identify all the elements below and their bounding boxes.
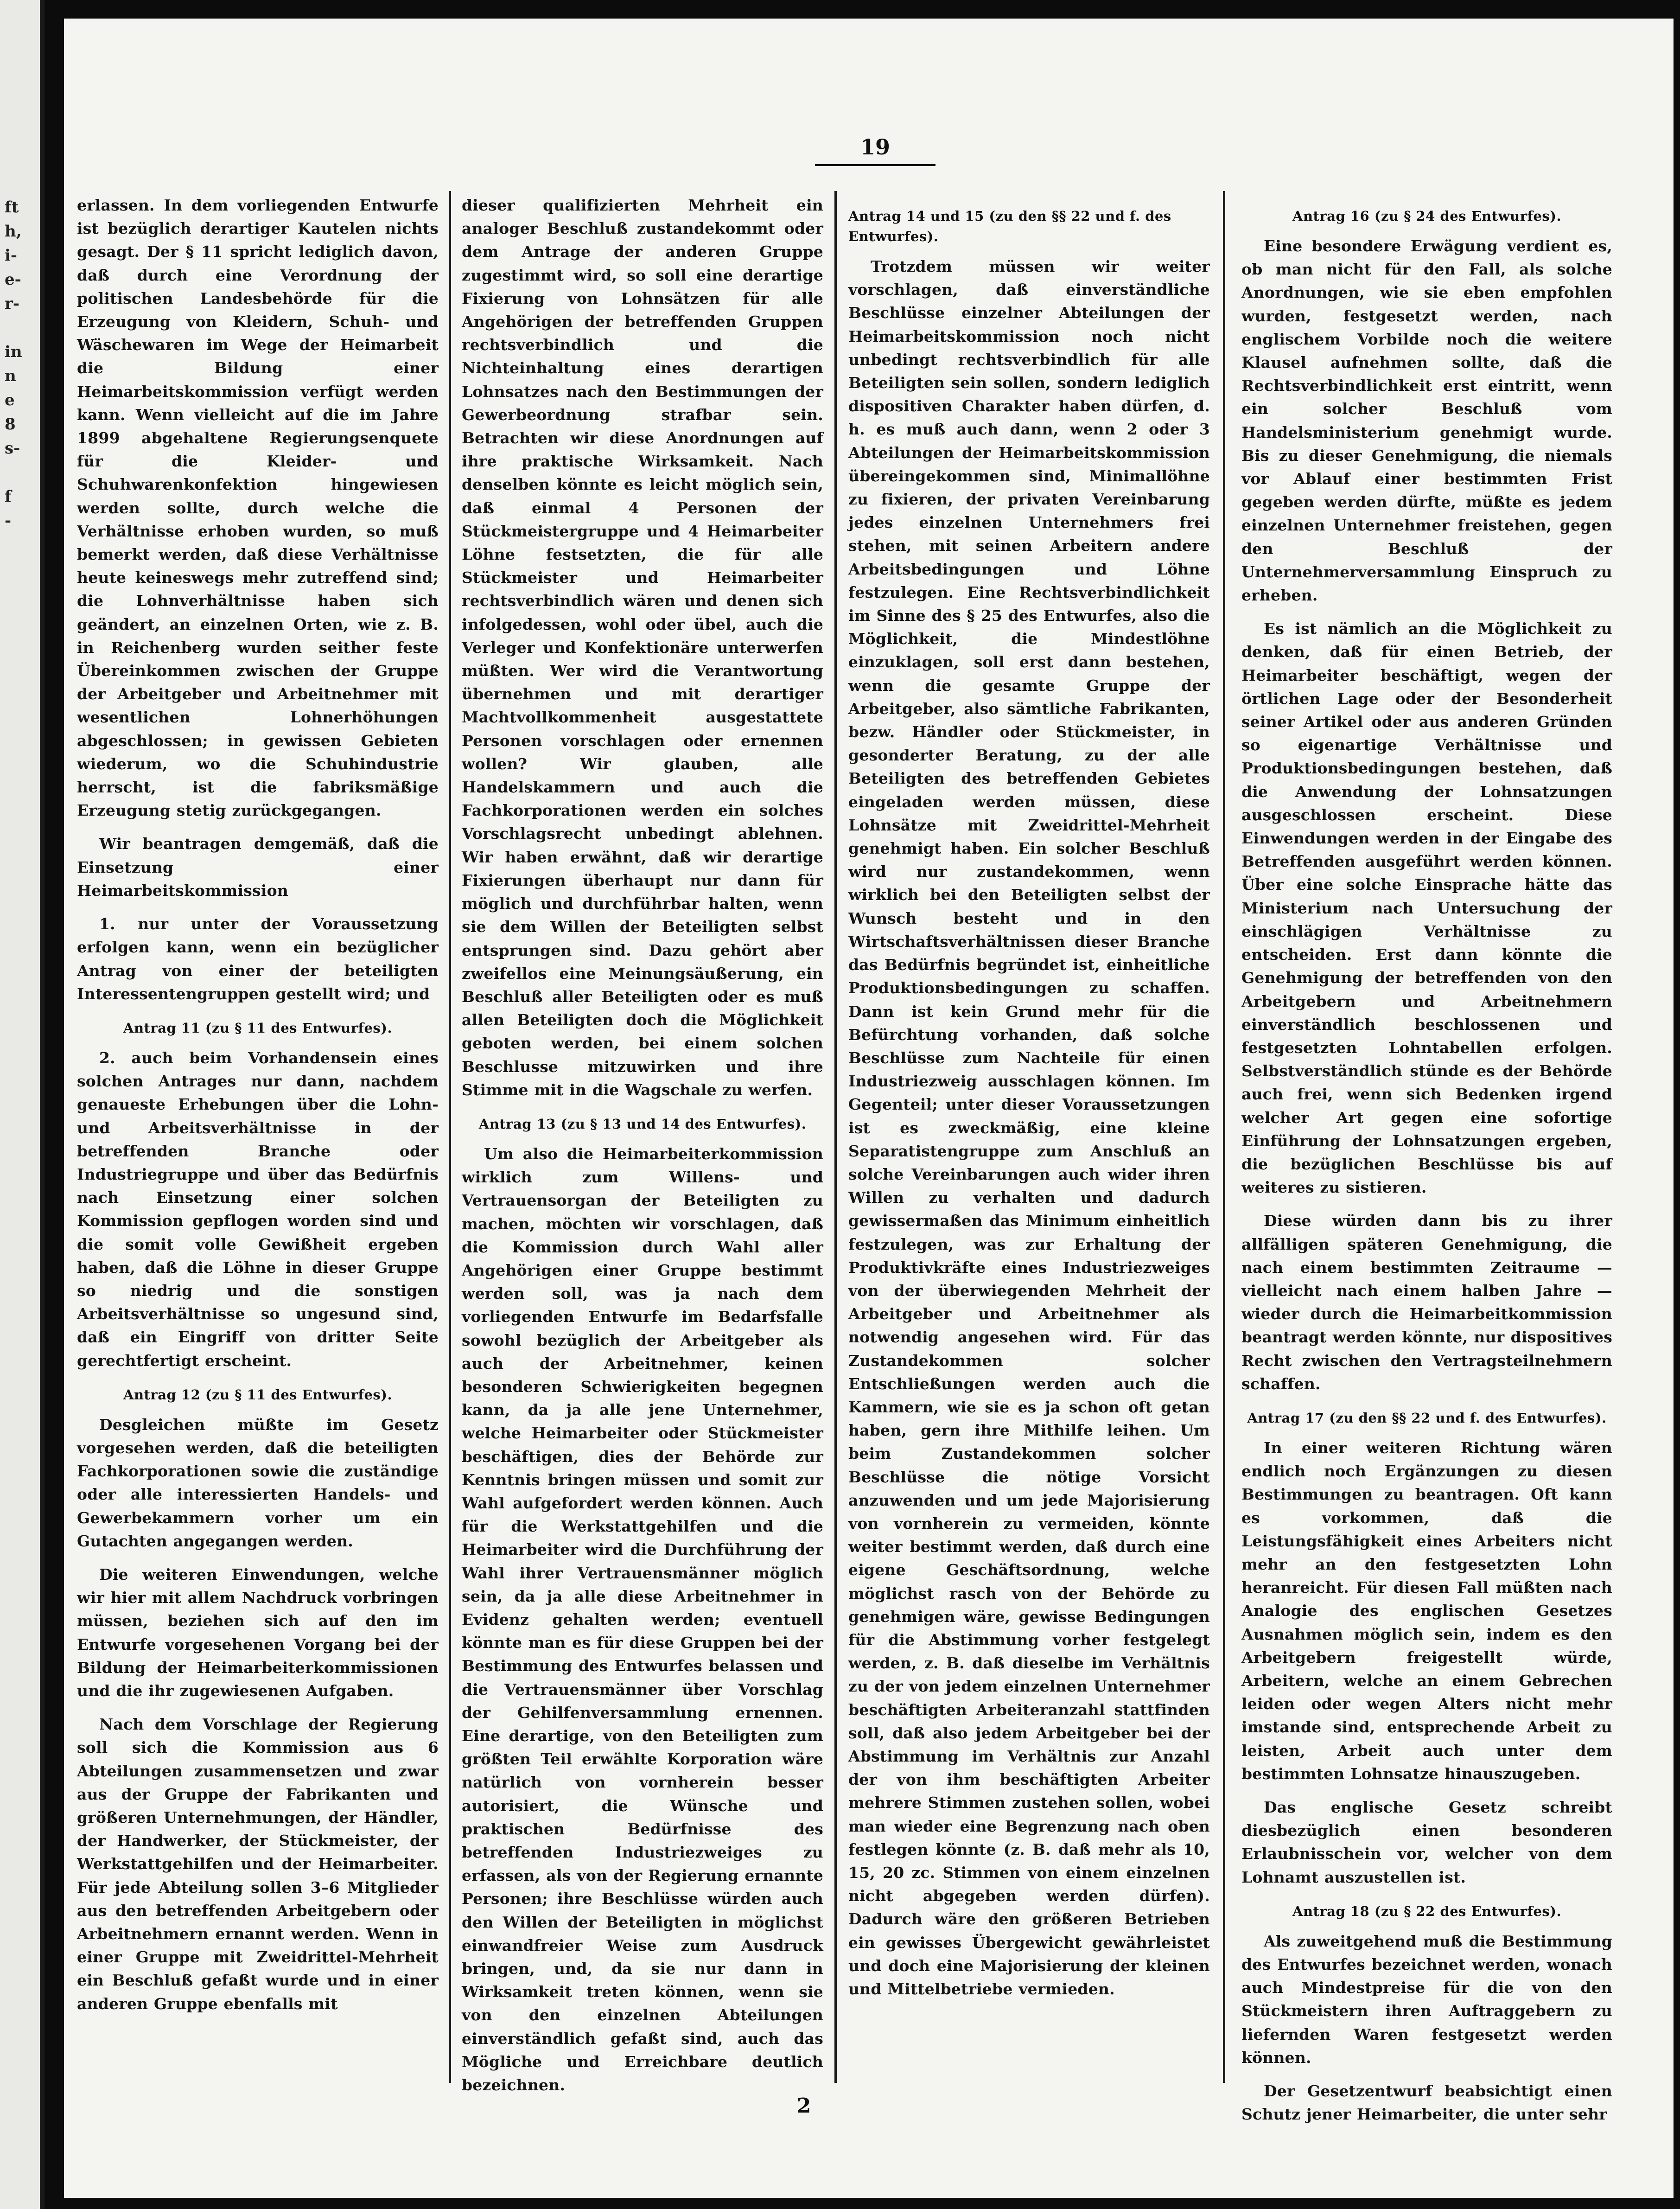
motion-heading: Antrag 18 (zu § 22 des Entwurfes). <box>1292 1903 1562 1919</box>
paragraph: dieser qualifizierten Mehrheit ein analoger Beschluß zustandekommt oder dem Antrage der anderen Gruppe zugestimmt wird, so soll eine derartige Fixierung von Lohnsätzen für alle Angehörigen der betreffenden Gruppen rechtsverbindlich und die Nichteinhaltung eines derartigen Lohnsatzes nach den Bestimmungen der Gewerbeordnung strafbar sein. Betrachten wir diese Anordnungen auf ihre praktische Wirksamkeit. Nach denselben könnte es leicht möglich sein, daß einmal 4 Personen der Stückmeistergruppe und 4 Heimarbeiter Löhne festsetzten, die für alle Stückmeister und Heimarbeiter rechtsverbindlich wären und denen sich infolgedessen, wohl oder übel, auch die Verleger und Konfektionäre unterwerfen müßten. Wer wird die Verantwortung übernehmen und mit derartiger Machtvollkommenheit ausgestattete Personen vorschlagen oder ernennen wollen? Wir glauben, alle Handelskammern und auch die Fachkorporationen werden ein solches Vorschlagsrecht unbedingt ablehnen. Wir haben erwähnt, daß wir derartige Fixierungen überhaupt nur dann für möglich und durchführbar halten, wenn sie dem Willen der Beteiligten selbst entsprungen sind. Dazu gehört aber zweifellos eine Meinungsäußerung, ein Beschluß aller Beteiligten oder es muß allen Beteiligten doch die Möglichkeit geboten werden, bei einem solchen Beschlusse mitzuwirken und ihre Stimme mit in die Wagschale zu werfen. <box>462 196 823 1099</box>
left-fragment-text: 8 <box>5 415 16 434</box>
text-column-1 <box>77 194 439 2067</box>
text-column-3 <box>848 194 1210 2067</box>
paragraph: Trotzdem müssen wir weiter vorschlagen, daß einverständliche Beschlüsse einzelner Abteilungen der Heimarbeitskommission noch nicht unbedingt rechtsverbindlich für alle Beteiligten sein sollen, sondern lediglich dispositiven Charakter haben dürfen, d. h. es muß auch dann, wenn 2 oder 3 Abteilungen der Heimarbeitskommission übereingekommen sind, Minimallöhne zu fixieren, der privaten Vereinbarung jedes einzelnen Unternehmers frei stehen, mit seinen Arbeitern andere Arbeitsbedingungen und Löhne festzulegen. Eine Rechtsverbindlichkeit im Sinne des § 25 des Entwurfes, also die Möglichkeit, die Mindestlöhne einzuklagen, soll erst dann bestehen, wenn die gesamte Gruppe der Arbeitgeber, also sämtliche Fabrikanten, bezw. Händler oder Stückmeister, in gesonderter Beratung, zu der alle Beteiligten des betreffenden Gebietes eingeladen werden müssen, diese Lohnsätze mit Zweidrittel-Mehrheit genehmigt haben. Ein solcher Beschluß wird nur zustandekommen, wenn wirklich bei den Beteiligten selbst der Wunsch besteht und in den Wirtschaftsverhältnissen dieser Branche das Bedürfnis begründet ist, einheitliche Produktionsbedingungen zu schaffen. Dann ist kein Grund mehr für die Befürchtung vorhanden, daß solche Beschlüsse zum Nachteile für einen Industriezweig ausschlagen können. Im Gegenteil; unter dieser Voraussetzungen ist es zweckmäßig, eine kleine Separatistengruppe zum Anschluß an solche Vereinbarungen auch wider ihren Willen zu verhalten und dadurch gewissermaßen das Minimum einheitlich festzulegen, was zur Erhaltung der Produktivkräfte eines Industriezweiges von der überwiegenden Mehrheit der Arbeitgeber und Arbeitnehmer als notwendig angesehen wird. Für das Zustandekommen solcher Entschließungen werden auch die Kammern, wie sie es ja schon oft getan haben, gern ihre Mithilfe leihen. Um beim Zustandekommen solcher Beschlüsse die nötige Vorsicht anzuwenden und um jede Majorisierung von vornherein zu vermeiden, könnte weiter bestimmt werden, daß durch eine eigene Geschäftsordnung, welche möglichst rasch von der Behörde zu genehmigen wäre, gewisse Bedingungen für die Abstimmung vorher festgelegt werden, z. B. daß dieselbe im Verhältnis zu der von jedem einzelnen Unternehmer beschäftigten Arbeiteranzahl stattfinden soll, daß also jedem Arbeitgeber bei der Abstimmung im Verhältnis zur Anzahl der von ihm beschäftigten Arbeiter mehrere Stimmen zustehen sollen, wobei man wieder eine Begrenzung nach oben festlegen könnte (z. B. daß mehr als 10, 15, 20 zc. Stimmen von einem einzelnen nicht abgegeben werden dürfen). Dadurch wäre den größeren Betrieben ein gewisses Übergewicht gewährleistet und doch eine Majorisierung der kleinen und Mittelbetriebe vermieden. <box>848 257 1210 1998</box>
left-fragment-text: i- <box>5 246 18 265</box>
left-fragment-text: ft <box>5 198 19 217</box>
paragraph: Es ist nämlich an die Möglichkeit zu denken, daß für einen Betrieb, der Heimarbeiter beschäftigt, wegen der örtlichen Lage oder der Besonderheit seiner Artikel oder aus anderen Gründen so eigenartige Verhältnisse und Produktionsbedingungen bestehen, daß die Anwendung der Lohnsatzungen ausgeschlossen erscheint. Diese Einwendungen werden in der Eingabe des Betreffenden ausgeführt werden können. Über eine solche Einsprache hätte das Ministerium nach Untersuchung der einschlägigen Verhältnisse zu entscheiden. Erst dann könnte die Genehmigung der betreffenden von den Arbeitgebern und Arbeitnehmern einverständlich beschlossenen und festgesetzten Lohntabellen erfolgen. Selbstverständlich stünde es der Behörde auch frei, wenn sich Bedenken irgend welcher Art gegen eine sofortige Einführung der Lohnsatzungen ergeben, die bezüglichen Beschlüsse bis auf weiteres zu sistieren. <box>1241 619 1612 1197</box>
left-fragment-text: r- <box>5 294 20 313</box>
adjacent-page-fragment <box>0 0 45 2209</box>
paragraph: Eine besondere Erwägung verdient es, ob man nicht für den Fall, als solche Anordnungen, wie sie eben empfohlen wurden, festgesetzt werden, nach englischem Vorbilde noch die weitere Klausel aufnehmen sollte, daß die Rechtsverbindlichkeit erst eintritt, wenn ein solcher Beschluß vom Handelsministerium genehmigt wurde. Bis zu dieser Genehmigung, die niemals vor Ablauf einer bestimmten Frist gegeben werden dürfte, müßte es jedem einzelnen Unternehmer freistehen, gegen den Beschluß der Unternehmerversammlung Einspruch zu erheben. <box>1241 237 1612 605</box>
paragraph: 2. auch beim Vorhandensein eines solchen Antrages nur dann, nachdem genaueste Erhebungen über die Lohn- und Arbeitsverhältnisse in der betreffenden Branche oder Industriegruppe und über das Bedürfnis nach Einsetzung einer solchen Kommission gepflogen worden sind und die somit volle Gewißheit ergeben haben, daß die Löhne in dieser Gruppe so niedrig und die sonstigen Arbeitsverhältnisse so ungesund sind, daß ein Eingriff von dritter Seite gerechtfertigt erscheint. <box>77 1048 439 1370</box>
motion-heading: Antrag 13 (zu § 13 und 14 des Entwurfes). <box>478 1116 807 1132</box>
paragraph: Um also die Heimarbeiterkommission wirklich zum Willens- und Vertrauensorgan der Beteiligten zu machen, möchten wir vorschlagen, daß die Kommission durch Wahl aller Angehörigen einer Gruppe bestimmt werden soll, was ja nach dem vorliegenden Entwurfe im Bedarfsfalle sowohl bezüglich der Arbeitgeber als auch der Arbeitnehmer, keinen besonderen Schwierigkeiten begegnen kann, da ja alle jene Unternehmer, welche Heimarbeiter oder Stückmeister beschäftigen, dies der Behörde zur Kenntnis bringen müssen und somit zur Wahl aufgefordert werden können. Auch für die Werkstattgehilfen und die Heimarbeiter wird die Durchführung der Wahl ihrer Vertrauensmänner möglich sein, da ja alle diese Arbeitnehmer in Evidenz gehalten werden; eventuell könnte man es für diese Gruppen bei der Bestimmung des Entwurfes belassen und die Vertrauensmänner über Vorschlag der Gehilfenversammlung ernennen. Eine derartige, von den Beteiligten zum größten Teil erwählte Korporation wäre natürlich von vornherein besser autorisiert, die Wünsche und praktischen Bedürfnisse des betreffenden Industriezweiges zu erfassen, als von der Regierung ernannte Personen; ihre Beschlüsse würden auch den Willen der Beteiligten in möglichst einwandfreier Weise zum Ausdruck bringen, und, da sie nur dann in Wirksamkeit treten können, wenn sie von den einzelnen Abteilungen einverständlich gefaßt sind, auch das Mögliche und Erreichbare deutlich bezeichnen. <box>462 1144 823 2094</box>
left-fragment-text: n <box>5 367 16 385</box>
motion-heading: Antrag 17 (zu den §§ 22 und f. des Entwurfes). <box>1247 1410 1607 1426</box>
paragraph: Das englische Gesetz schreibt diesbezüglich einen besonderen Erlaubnisschein vor, welcher von dem Lohnamt auszustellen ist. <box>1241 1798 1612 1886</box>
left-fragment-text: f <box>5 487 12 506</box>
left-fragment-text: in <box>5 343 22 361</box>
motion-heading: Antrag 14 und 15 (zu den §§ 22 und f. des Entwurfes). <box>848 208 1171 244</box>
left-fragment-text: e- <box>5 270 21 289</box>
paragraph: Die weiteren Einwendungen, welche wir hier mit allem Nachdruck vorbringen müssen, beziehen sich auf den im Entwurfe vorgesehenen Vorgang bei der Bildung der Heimarbeiterkommissionen und die ihr zugewiesenen Aufgaben. <box>77 1565 439 1700</box>
page-number: 19 <box>815 134 935 166</box>
paragraph: Der Gesetzentwurf beabsichtigt einen Schutz jener Heimarbeiter, die unter sehr <box>1241 2082 1612 2124</box>
motion-heading: Antrag 16 (zu § 24 des Entwurfes). <box>1292 208 1562 224</box>
left-fragment-text: - <box>5 511 12 530</box>
paragraph: Nach dem Vorschlage der Regierung soll sich die Kommission aus 6 Abteilungen zusammensetzen und zwar aus der Gruppe der Fabrikanten und größeren Unternehmungen, der Händler, der Handwerker, der Stückmeister, der Werkstattgehilfen und der Heimarbeiter. Für jede Abteilung sollen 3–6 Mitglieder aus den betreffenden Arbeitgebern oder Arbeitnehmern ernannt werden. Wenn in einer Gruppe mit Zweidrittel-Mehrheit ein Beschluß gefaßt wurde und in einer anderen Gruppe ebenfalls mit <box>77 1715 439 2013</box>
left-fragment-text: e <box>5 391 15 409</box>
paragraph: Diese würden dann bis zu ihrer allfälligen späteren Genehmigung, die nach einem bestimmten Zeitraume — vielleicht nach einem halben Jahre — wieder durch die Heimarbeitkommission beantragt werden könnte, nur dispositives Recht zwischen den Vertragsteilnehmern schaffen. <box>1241 1212 1612 1393</box>
left-fragment-text: s- <box>5 439 20 458</box>
column-divider <box>1223 191 1225 2083</box>
column-divider <box>834 191 837 2083</box>
document-page <box>64 19 1674 2198</box>
paragraph: In einer weiteren Richtung wären endlich noch Ergänzungen zu diesen Bestimmungen zu beantragen. Oft kann es vorkommen, daß die Leistungsfähigkeit eines Arbeiters nicht mehr an den festgesetzten Lohn heranreicht. Für diesen Fall müßten nach Analogie des englischen Gesetzes Ausnahmen möglich sein, indem es den Arbeitgebern freigestellt würde, Arbeitern, welche an einem Gebrechen leiden oder wegen Alters nicht mehr imstande sind, entsprechende Arbeit zu leisten, Arbeit auch unter dem bestimmten Lohnsatze hinauszugeben. <box>1241 1438 1612 1783</box>
text-column-2 <box>462 194 823 2094</box>
paragraph: Als zuweitgehend muß die Bestimmung des Entwurfes bezeichnet werden, wonach auch Mindestpreise für die von den Stückmeistern ihren Auftraggebern zu liefernden Waren festgesetzt werden können. <box>1241 1932 1612 2067</box>
paragraph: Wir beantragen demgemäß, daß die Einsetzung einer Heimarbeitskommission <box>77 835 439 900</box>
signature-mark: 2 <box>796 2094 811 2118</box>
left-fragment-text: h, <box>5 222 22 241</box>
paragraph: erlassen. In dem vorliegenden Entwurfe ist bezüglich derartiger Kautelen nichts gesagt. Der § 11 spricht lediglich davon, daß durch eine Verordnung der politischen Landesbehörde für die Erzeugung von Kleidern, Schuh- und Wäschewaren im Wege der Heimarbeit die Bildung einer Heimarbeitskommission verfügt werden kann. Wenn vielleicht auf die im Jahre 1899 abgehaltene Regierungsenquete für die Kleider- und Schuhwarenkonfektion hingewiesen werden sollte, durch welche die Verhältnisse erhoben wurden, so muß bemerkt werden, daß diese Verhältnisse heute keineswegs mehr zutreffend sind; die Lohnverhältnisse haben sich geändert, an einzelnen Orten, wie z. B. in Reichenberg wurden seither feste Übereinkommen zwischen der Gruppe der Arbeitgeber und Arbeitnehmer mit wesentlichen Lohnerhöhungen abgeschlossen; in gewissen Gebieten wiederum, wo die Schuhindustrie herrscht, ist die fabriksmäßige Erzeugung stetig zurückgegangen. <box>77 196 439 820</box>
paragraph: 1. nur unter der Voraussetzung erfolgen kann, wenn ein bezüglicher Antrag von einer der beteiligten Interessentengruppen gestellt wird; und <box>77 915 439 1003</box>
motion-heading: Antrag 12 (zu § 11 des Entwurfes). <box>123 1386 393 1403</box>
text-column-4 <box>1241 194 1612 2124</box>
column-divider <box>449 191 451 2083</box>
motion-heading: Antrag 11 (zu § 11 des Entwurfes). <box>123 1020 393 1036</box>
paragraph: Desgleichen müßte im Gesetz vorgesehen werden, daß die beteiligten Fachkorporationen sowie die zuständige oder alle interessierten Handels- und Gewerbekammern vorher um ein Gutachten angegangen werden. <box>77 1415 439 1550</box>
